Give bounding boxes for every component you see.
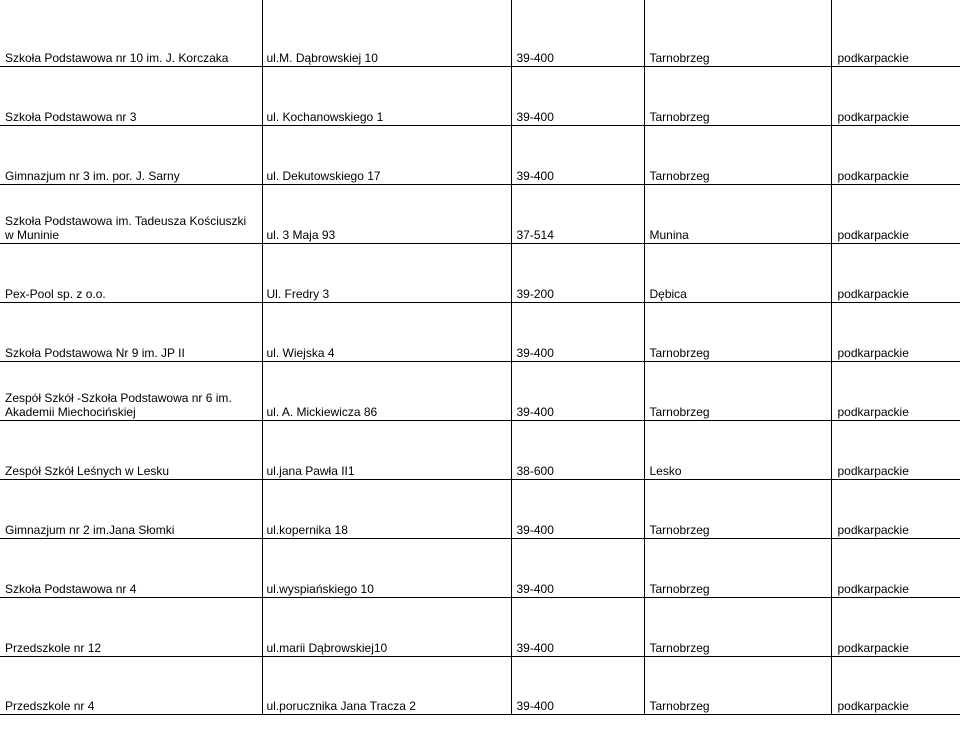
postal-code-cell: 39-400 <box>511 66 644 125</box>
street-cell: ul.porucznika Jana Tracza 2 <box>262 656 511 714</box>
table-row <box>0 243 960 302</box>
street-cell: ul.marii Dąbrowskiej10 <box>262 597 511 656</box>
street-cell: ul.M. Dąbrowskiej 10 <box>262 0 511 66</box>
table-row <box>0 361 960 420</box>
region-cell: podkarpackie <box>831 125 960 184</box>
institution-name-cell: Pex-Pool sp. z o.o. <box>0 243 262 302</box>
region-cell: podkarpackie <box>831 0 960 66</box>
table-row <box>0 420 960 479</box>
institution-name-cell: Szkoła Podstawowa nr 4 <box>0 538 262 597</box>
table-row <box>0 184 960 243</box>
table-row <box>0 302 960 361</box>
table-row <box>0 125 960 184</box>
street-cell: ul. Dekutowskiego 17 <box>262 125 511 184</box>
institution-name-cell: Gimnazjum nr 2 im.Jana Słomki <box>0 479 262 538</box>
institution-name-cell: Zespół Szkół -Szkoła Podstawowa nr 6 im. Akademii Miechocińskiej <box>0 361 262 420</box>
institution-name-cell: Szkoła Podstawowa Nr 9 im. JP II <box>0 302 262 361</box>
region-cell: podkarpackie <box>831 361 960 420</box>
region-cell: podkarpackie <box>831 656 960 714</box>
table-row <box>0 479 960 538</box>
postal-code-cell: 39-400 <box>511 361 644 420</box>
institution-name-cell: Szkoła Podstawowa nr 3 <box>0 66 262 125</box>
street-cell: ul.jana Pawła II1 <box>262 420 511 479</box>
city-cell: Tarnobrzeg <box>644 0 831 66</box>
city-cell: Tarnobrzeg <box>644 302 831 361</box>
table-row <box>0 656 960 714</box>
street-cell: ul.kopernika 18 <box>262 479 511 538</box>
city-cell: Tarnobrzeg <box>644 479 831 538</box>
table-row <box>0 597 960 656</box>
table-row <box>0 0 960 66</box>
city-cell: Tarnobrzeg <box>644 538 831 597</box>
institution-name-cell: Przedszkole nr 12 <box>0 597 262 656</box>
postal-code-cell: 39-400 <box>511 125 644 184</box>
region-cell: podkarpackie <box>831 479 960 538</box>
street-cell: ul.wyspiańskiego 10 <box>262 538 511 597</box>
street-cell: Ul. Fredry 3 <box>262 243 511 302</box>
city-cell: Lesko <box>644 420 831 479</box>
region-cell: podkarpackie <box>831 538 960 597</box>
city-cell: Tarnobrzeg <box>644 597 831 656</box>
institution-name-cell: Szkoła Podstawowa im. Tadeusza Kościuszki w Muninie <box>0 184 262 243</box>
postal-code-cell: 38-600 <box>511 420 644 479</box>
city-cell: Munina <box>644 184 831 243</box>
region-cell: podkarpackie <box>831 243 960 302</box>
region-cell: podkarpackie <box>831 420 960 479</box>
city-cell: Tarnobrzeg <box>644 66 831 125</box>
postal-code-cell: 39-400 <box>511 538 644 597</box>
region-cell: podkarpackie <box>831 66 960 125</box>
postal-code-cell: 39-400 <box>511 302 644 361</box>
table-row <box>0 538 960 597</box>
street-cell: ul. A. Mickiewicza 86 <box>262 361 511 420</box>
postal-code-cell: 39-400 <box>511 479 644 538</box>
region-cell: podkarpackie <box>831 302 960 361</box>
street-cell: ul. Kochanowskiego 1 <box>262 66 511 125</box>
city-cell: Tarnobrzeg <box>644 656 831 714</box>
street-cell: ul. Wiejska 4 <box>262 302 511 361</box>
city-cell: Dębica <box>644 243 831 302</box>
postal-code-cell: 39-400 <box>511 0 644 66</box>
street-cell: ul. 3 Maja 93 <box>262 184 511 243</box>
postal-code-cell: 37-514 <box>511 184 644 243</box>
postal-code-cell: 39-400 <box>511 597 644 656</box>
region-cell: podkarpackie <box>831 184 960 243</box>
table-row <box>0 66 960 125</box>
city-cell: Tarnobrzeg <box>644 125 831 184</box>
postal-code-cell: 39-200 <box>511 243 644 302</box>
institution-name-cell: Zespół Szkół Leśnych w Lesku <box>0 420 262 479</box>
institution-name-cell: Gimnazjum nr 3 im. por. J. Sarny <box>0 125 262 184</box>
institution-name-cell: Przedszkole nr 4 <box>0 656 262 714</box>
postal-code-cell: 39-400 <box>511 656 644 714</box>
city-cell: Tarnobrzeg <box>644 361 831 420</box>
region-cell: podkarpackie <box>831 597 960 656</box>
institution-name-cell: Szkoła Podstawowa nr 10 im. J. Korczaka <box>0 0 262 66</box>
